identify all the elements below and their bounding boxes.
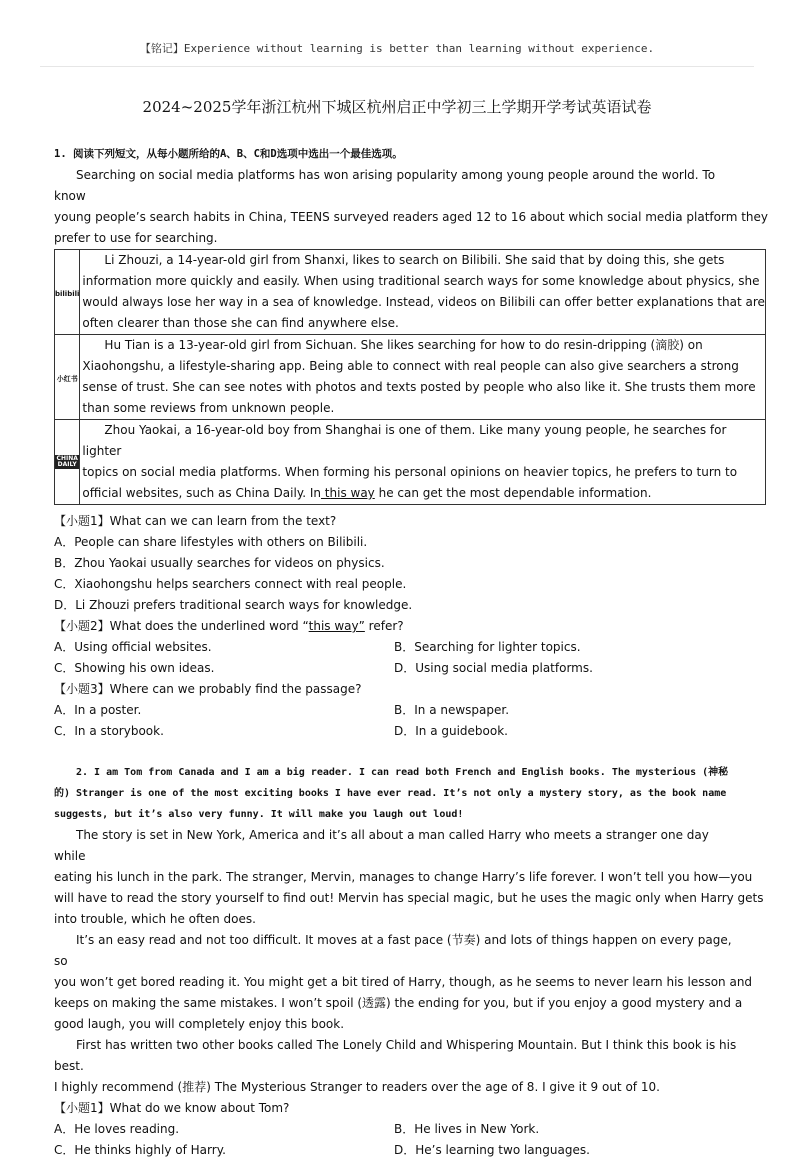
option-c: C．He thinks highly of Harry. <box>54 1143 226 1157</box>
option-d: D．In a guidebook. <box>394 724 508 738</box>
q1-intro-line: prefer to use for searching. <box>54 231 218 245</box>
table-row <box>55 335 766 420</box>
row-line-pre: official websites, such as China Daily. In <box>82 486 321 500</box>
q1-sub3-stem: 【小题3】Where can we probably find the passage? <box>54 682 362 696</box>
options-row <box>54 700 744 721</box>
option-b: B．Zhou Yaokai usually searches for videos on physics. <box>54 556 385 570</box>
q2-para-line: good laugh, you will completely enjoy this book. <box>54 1017 345 1031</box>
options-row <box>54 1140 744 1161</box>
row-line: sense of trust. She can see notes with photos and texts posted by people who also like it. She trusts them more <box>82 380 756 394</box>
options-row <box>54 637 744 658</box>
bilibili-logo-icon <box>55 250 80 335</box>
options-row <box>54 1119 744 1140</box>
underlined-phrase: this way” <box>308 619 365 633</box>
options-row <box>54 658 744 679</box>
option-b: B．In a newspaper. <box>394 703 510 717</box>
option-b: B．He lives in New York. <box>394 1122 540 1136</box>
stem-pre: 【小题2】What does the underlined word “ <box>54 619 309 633</box>
q2-para-line: keeps on making the same mistakes. I won’t spoil (透露) the ending for you, but if you enjoy a good mystery and a <box>54 996 743 1010</box>
logo-text: CHINA DAILY <box>56 454 78 468</box>
row-line-post: he can get the most dependable information. <box>374 486 652 500</box>
q1-intro-line: Searching on social media platforms has won arising popularity among young people around the world. To know <box>54 168 716 203</box>
row-line: Li Zhouzi, a 14-year-old girl from Shanxi, likes to search on Bilibili. She said that by doing this, she gets <box>104 253 725 267</box>
row-line: Zhou Yaokai, a 16-year-old boy from Shanghai is one of them. Like many young people, he searches for lighter <box>82 423 727 458</box>
logo-text: bilibili <box>55 289 80 298</box>
xiaohongshu-logo-icon <box>55 335 80 420</box>
option-d: D．He’s learning two languages. <box>394 1143 590 1157</box>
q2-para-line: into trouble, which he often does. <box>54 912 256 926</box>
option-a: A．He loves reading. <box>54 1122 180 1136</box>
row-line: topics on social media platforms. When forming his personal opinions on heavier topics, he prefers to turn to <box>82 465 738 479</box>
q2-para-line: First has written two other books called The Lonely Child and Whispering Mountain. But I think this book is his best. <box>54 1038 737 1073</box>
q1-instruction: 1. 阅读下列短文，从每小题所给的A、B、C和D选项中选出一个最佳选项。 <box>54 148 403 160</box>
q2-para-line: The story is set in New York, America and it’s all about a man called Harry who meets a stranger one day while <box>54 828 709 863</box>
underlined-phrase: this way <box>320 486 375 500</box>
row-line: Xiaohongshu, a lifestyle-sharing app. Being able to connect with real people can also give searchers a strong <box>82 359 739 373</box>
q2-para-line: I highly recommend (推荐) The Mysterious Stranger to readers over the age of 8. I give it 9 out of 10. <box>54 1080 660 1094</box>
logo-text: 小红书 <box>56 374 78 383</box>
q2-para-line: will have to read the story yourself to find out! Mervin has special magic, but he uses the magic only when Harry gets <box>54 891 764 905</box>
option-a: A．Using official websites. <box>54 640 212 654</box>
q2-para-line: you won’t get bored reading it. You might get a bit tired of Harry, though, as he seems to never learn his lesson and <box>54 975 753 989</box>
option-c: C．In a storybook. <box>54 724 164 738</box>
option-d: D．Using social media platforms. <box>394 661 593 675</box>
q1-intro-line: young people’s search habits in China, TEENS surveyed readers aged 12 to 16 about which social media platform they <box>54 210 768 224</box>
page-title: 2024~2025学年浙江杭州下城区杭州启正中学初三上学期开学考试英语试卷 <box>142 98 652 116</box>
option-a: A．In a poster. <box>54 703 142 717</box>
stem-post: refer? <box>364 619 404 633</box>
row-text <box>80 420 765 505</box>
row-line: often clearer than those she can find anywhere else. <box>82 316 399 330</box>
motto-header: 【铭记】Experience without learning is better than learning without experience. <box>139 42 655 55</box>
china-daily-logo-icon <box>55 420 80 505</box>
row-line <box>82 483 764 504</box>
header-divider <box>40 66 754 67</box>
people-table <box>54 249 766 505</box>
row-text <box>80 335 765 420</box>
row-line: would always lose her way in a sea of knowledge. Instead, videos on Bilibili can offer better explanations that are <box>82 295 765 309</box>
row-line: Hu Tian is a 13-year-old girl from Sichuan. She likes searching for how to do resin-dripping (滴胶) on <box>104 338 703 352</box>
q2-para-line: It’s an easy read and not too difficult. It moves at a fast pace (节奏) and lots of things happen on every page, so <box>54 933 732 968</box>
row-line: than some reviews from unknown people. <box>82 401 335 415</box>
q1-sub1-stem: 【小题1】What can we can learn from the text? <box>54 514 337 528</box>
q2-para-line: eating his lunch in the park. The stranger, Mervin, manages to change Harry’s life forever. I won’t tell you how—you <box>54 870 753 884</box>
option-c: C．Showing his own ideas. <box>54 661 215 675</box>
q2-intro-line: 的) Stranger is one of the most exciting books I have ever read. It’s not only a mystery story, as the book name <box>54 788 727 799</box>
q2-intro-line: suggests, but it’s also very funny. It will make you laugh out loud! <box>54 809 464 820</box>
options-row <box>54 721 744 742</box>
table-row <box>55 250 766 335</box>
option-d: D．Li Zhouzi prefers traditional search ways for knowledge. <box>54 598 413 612</box>
option-c: C．Xiaohongshu helps searchers connect with real people. <box>54 577 407 591</box>
row-text <box>80 250 765 335</box>
table-row <box>55 420 766 505</box>
q1-sub2-stem <box>54 616 744 637</box>
row-line: information more quickly and easily. When using traditional search ways for some knowledge about physics, she <box>82 274 760 288</box>
option-a: A．People can share lifestyles with others on Bilibili. <box>54 535 368 549</box>
q2-sub1-stem: 【小题1】What do we know about Tom? <box>54 1101 290 1115</box>
exam-content <box>54 144 768 1161</box>
option-b: B．Searching for lighter topics. <box>394 640 581 654</box>
q2-intro-line: 2. I am Tom from Canada and I am a big reader. I can read both French and English books. The mysterious (神秘 <box>76 767 729 778</box>
